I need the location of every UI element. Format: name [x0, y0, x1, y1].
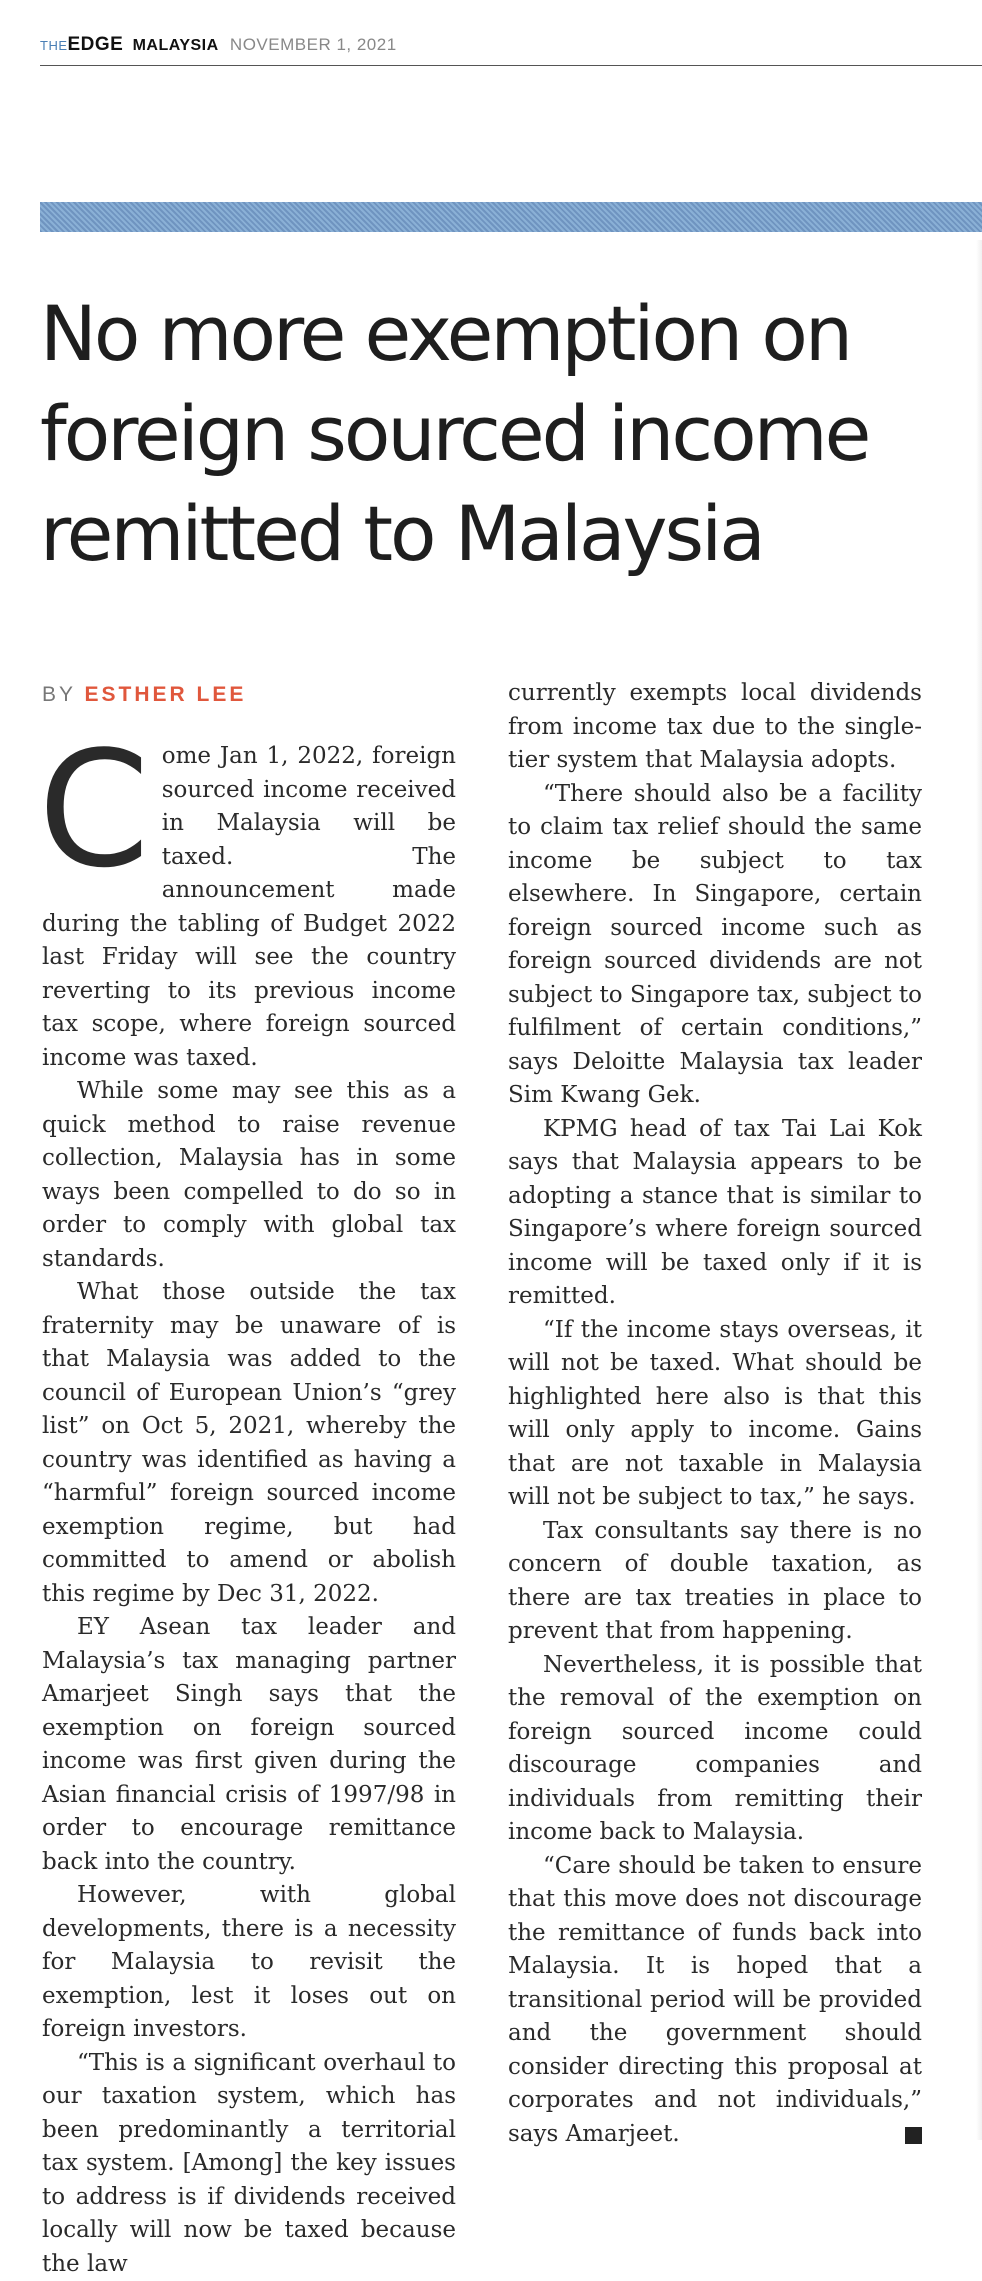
paragraph: However, with global developments, there is a necessity for Malaysia to revisit the exemption, lest it loses out on foreign investors.: [42, 1879, 456, 2047]
issue-date: NOVEMBER 1, 2021: [230, 35, 397, 54]
paragraph: While some may see this as a quick method to raise revenue collection, Malaysia has in some ways been compelled to do so in order to comply with global tax standards.: [42, 1075, 456, 1276]
page-edge: [976, 240, 982, 2140]
masthead-the: THE: [40, 38, 68, 53]
article-column-left: [42, 740, 456, 2281]
byline-author: ESTHER LEE: [84, 683, 246, 706]
byline: [42, 683, 246, 707]
paragraph: Tax consultants say there is no concern of double taxation, as there are tax treaties in place to prevent that from happening.: [508, 1515, 922, 1649]
paragraph: EY Asean tax leader and Malaysia’s tax managing partner Amarjeet Singh says that the exemption on foreign sourced income was first given during the Asian financial crisis of 1997/98 in order to encourage remittance back into the country.: [42, 1611, 456, 1879]
article-column-right: [508, 677, 922, 2151]
paragraph: “There should also be a facility to claim tax relief should the same income be subject to tax elsewhere. In Singapore, certain foreign sourced income such as foreign sourced dividends are not subject to Singapore tax, subject to fulfilment of certain conditions,” says Deloitte Malaysia tax leader Sim Kwang Gek.: [508, 778, 922, 1113]
headline: No more exemption on foreign sourced income remitted to Malaysia: [40, 284, 970, 584]
byline-prefix: BY: [42, 683, 76, 706]
drop-cap: C: [38, 740, 150, 890]
paragraph: What those outside the tax fraternity may be unaware of is that Malaysia was added to the council of European Union’s “grey list” on Oct 5, 2021, whereby the country was identified as having a “harmful” foreign sourced income exemption regime, but had committed to amend or abolish this regime by Dec 31, 2022.: [42, 1276, 456, 1611]
paragraph: KPMG head of tax Tai Lai Kok says that Malaysia appears to be adopting a stance that is similar to Singapore’s where foreign sourced income will be taxed only if it is remitted.: [508, 1113, 922, 1314]
end-mark-icon: E: [905, 2127, 922, 2144]
paragraph-text: “Care should be taken to ensure that this move does not discourage the remittance of funds back into Malaysia. It is hoped that a transitional period will be provided and the government should consider directing this proposal at corporates and not individuals,” says Amarjeet.: [508, 1853, 922, 2147]
paragraph: “This is a significant overhaul to our taxation system, which has been predominantly a territorial tax system. [Among] the key issues to address is if dividends received locally will now be taxed because the law: [42, 2047, 456, 2281]
paragraph: “If the income stays overseas, it will not be taxed. What should be highlighted here also is that this will only apply to income. Gains that are not taxable in Malaysia will not be subject to tax,” he says.: [508, 1314, 922, 1515]
masthead-rule: [40, 65, 982, 66]
masthead-publication: MALAYSIA: [133, 37, 219, 54]
paragraph: ome Jan 1, 2022, foreign sourced income received in Malaysia will be taxed. The announcement made during the tabling of Budget 2022 last Friday will see the country reverting to its previous income tax scope, where foreign sourced income was taxed.: [42, 740, 456, 1075]
section-banner: [40, 202, 982, 232]
masthead-edge: EDGE: [68, 34, 124, 55]
paragraph: currently exempts local dividends from income tax due to the single-tier system that Malaysia adopts.: [508, 677, 922, 778]
paragraph: Nevertheless, it is possible that the removal of the exemption on foreign sourced income could discourage companies and individuals from remitting their income back to Malaysia.: [508, 1649, 922, 1850]
masthead: [40, 34, 397, 56]
paragraph: [508, 1850, 922, 2152]
